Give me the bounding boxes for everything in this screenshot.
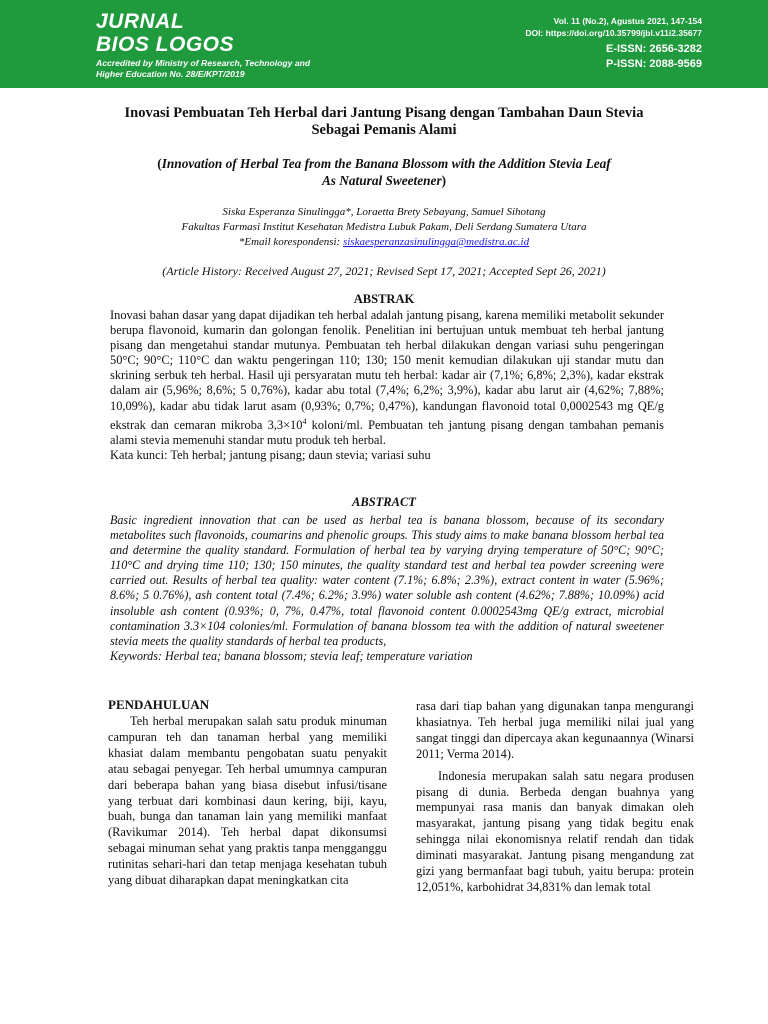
title-id-line2: Sebagai Pemanis Alami xyxy=(311,122,457,138)
title-en-line2: As Natural Sweetener) xyxy=(321,173,447,188)
email-label: *Email korespondensi: xyxy=(238,236,343,248)
pissn: P-ISSN: 2088-9569 xyxy=(606,58,702,70)
title-en-line2-text: As Natural Sweetener xyxy=(321,173,442,188)
intro-right-column xyxy=(416,699,694,896)
journal-logo-text xyxy=(96,10,234,56)
author-names: Siska Esperanza Sinulingga*, Loraetta Brety Sebayang, Samuel Sihotang xyxy=(222,206,546,218)
intro-paragraph-2: Indonesia merupakan salah satu negara produsen pisang di dunia. Berbeda dengan buahnya yang mempunyai rasa manis dan banyak dimakan oleh masyarakat, jantung pisang yang tidak begitu enak sehingga nilai ekonomisnya relatif rendah dan tidak diminati masyarakat. Jantung pisang mengandung zat gizi yang bermanfaat bagi tubuh, yaitu berupa: protein 12,051%, karbohidrat 34,831% dan lemak total xyxy=(416,768,694,894)
abstrak-keywords: Kata kunci: Teh herbal; jantung pisang; daun stevia; variasi suhu xyxy=(110,447,431,462)
abstract-heading: ABSTRACT xyxy=(352,495,416,509)
title-id-line1: Inovasi Pembuatan Teh Herbal dari Jantung Pisang dengan Tambahan Daun Stevia xyxy=(124,105,644,121)
intro-heading: PENDAHULUAN xyxy=(108,697,210,712)
journal-name-line2: BIOS LOGOS xyxy=(96,33,235,56)
article-history: (Article History: Received August 27, 2021; Revised Sept 17, 2021; Accepted Sept 26, 2021) xyxy=(162,264,606,278)
correspondence xyxy=(100,235,668,250)
volume-issue: Vol. 11 (No.2), Agustus 2021, 147-154 xyxy=(553,16,702,26)
abstrak-text-end: koloni/ml. Pembuatan teh jantung pisang dengan tambahan pemanis alami stevia memenuhi standar mutu produk teh herbal. xyxy=(110,417,664,447)
issn-block xyxy=(606,42,702,72)
volume-info xyxy=(525,15,702,39)
paper-title-en xyxy=(100,155,668,189)
abstrak-body xyxy=(110,308,664,463)
accreditation-line1: Accredited by Ministry of Research, Technology and xyxy=(96,58,311,68)
accreditation-line2: Higher Education No. 28/E/KPT/2019 xyxy=(96,69,245,79)
journal-header-band xyxy=(0,0,768,88)
eissn: E-ISSN: 2656-3282 xyxy=(606,43,702,55)
doi-link[interactable]: DOI: https://doi.org/10.35799/jbl.v11i2.35677 xyxy=(525,28,702,38)
intro-left-column xyxy=(108,697,387,889)
journal-name-line1: JURNAL xyxy=(96,10,185,33)
author-block xyxy=(100,205,668,250)
abstract-body xyxy=(110,513,664,664)
intro-paragraph-1-cont: rasa dari tiap bahan yang digunakan tanpa mengurangi khasiatnya. Teh herbal juga memiliki nilai jual yang sangat tinggi dan dipercaya akan kegunaannya (Winarsi 2011; Verma 2014). xyxy=(416,699,694,761)
intro-paragraph-1: Teh herbal merupakan salah satu produk minuman campuran teh dan tanaman herbal yang memiliki khasiat dalam membantu pengobatan suatu penyakit atau sebagai penyegar. Teh herbal umumnya campuran dari beberapa bahan yang biasa disebut infusi/tisane yang terbuat dari kombinasi daun kering, biji, kayu, buah, bunga dan tanaman lain yang memiliki manfaat (Ravikumar 2014). Teh herbal dapat dikonsumsi sebagai minuman sehat yang praktis tanpa mengganggu rutinitas sehari-hari dan tetap menjaga kesehatan tubuh yang dibuat diharapkan dapat meningkatkan cita xyxy=(108,714,387,888)
abstrak-text: Inovasi bahan dasar yang dapat dijadikan teh herbal adalah jantung pisang, karena memiliki metabolit sekunder berupa flavonoid, kumarin dan golongan fenolik. Penelitian ini bertujuan untuk membuat teh herbal jantung pisang dan mengetahui standar mutunya. Pembuatan teh herbal dilakukan dengan variasi suhu pengeringan 50°C; 90°C; 110°C dan waktu pengeringan 110; 130; 150 menit kemudian dilakukan uji standar mutu dan skrining serbuk teh herbal. Hasil uji persyaratan mutu teh herbal: kadar air (7,1%; 6,8%; 2,3%), kadar ekstrak dalam air (5,96%; 8,6%; 5 0,76%), kadar abu total (7,4%; 6,2%; 3,9%), kadar abu larut air (4,62%; 7,88%; 10,09%), kadar abu tidak larut asam (0,93%; 0,7%; 0,47%), kandungan flavonoid total 0,0002543 mg QE/g ekstrak dan cemaran mikroba 3,3×10 xyxy=(110,308,664,432)
paper-title-id xyxy=(100,105,668,139)
affiliation: Fakultas Farmasi Institut Kesehatan Medistra Lubuk Pakam, Deli Serdang Sumatera Utara xyxy=(181,221,587,233)
accreditation-note xyxy=(96,58,310,80)
title-en-line1: (Innovation of Herbal Tea from the Banana Blossom with the Addition Stevia Leaf xyxy=(157,156,611,171)
abstract-keywords: Keywords: Herbal tea; banana blossom; stevia leaf; temperature variation xyxy=(110,648,473,663)
title-en-line1-text: Innovation of Herbal Tea from the Banana Blossom with the Addition Stevia Leaf xyxy=(161,156,611,171)
abstract-text: Basic ingredient innovation that can be used as herbal tea is banana blossom, because of its secondary metabolites such flavonoids, coumarins and phenolic groups. This study aims to make banana blossom herbal tea and determine the quality standard. Formulation of herbal tea by varying drying temperature of 50°C; 90°C; 110°C and drying time 110; 130; 150 minutes, the quality standard test and herbal tea powder screening were carried out. Results of herbal tea quality: water content (7.1%; 6.8%; 2.3%), extract content in water (5.96%; 8.6%; 5 0.76%), ash content total (7.4%; 6.2%; 3.9%) water soluble ash content (4.62%; 7.88%; 10.09%) acid insoluble ash content (0.93%; 0, 7%, 0.47%, total flavonoid content 0.0002543mg QE/g extract, microbial contamination 3.3×104 colonies/ml. Formulation of banana blossom tea with the addition of natural sweetener stevia meets the quality standards of herbal tea products, xyxy=(110,513,664,648)
abstrak-superscript: 4 xyxy=(302,416,307,426)
email-link[interactable]: siskaesperanzasinulingga@medistra.ac.id xyxy=(342,236,530,248)
abstrak-heading: ABSTRAK xyxy=(353,292,415,306)
